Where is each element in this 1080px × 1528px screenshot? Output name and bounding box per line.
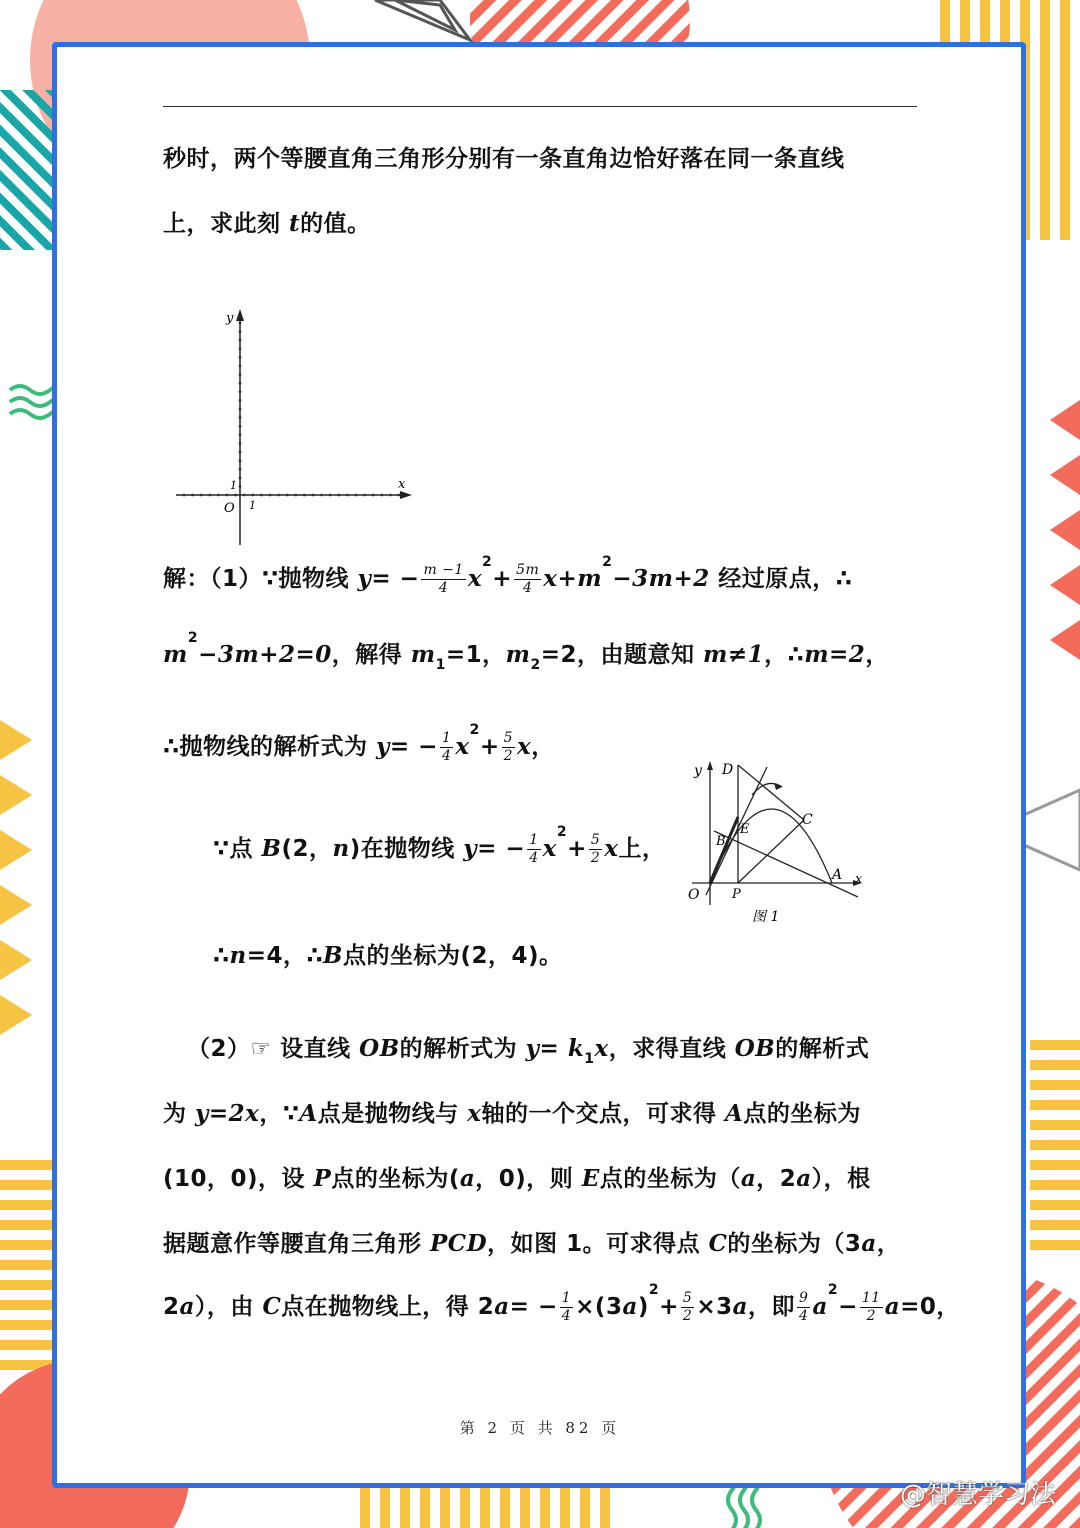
axis-tick: [239, 442, 242, 445]
a: a: [732, 1293, 749, 1320]
fraction-9-over-4: [797, 1290, 810, 1325]
t: −: [838, 1294, 858, 1320]
t: （2）: [187, 1036, 251, 1062]
k: k: [567, 1035, 585, 1062]
n: n: [332, 835, 350, 862]
eq: −3m+2=0: [198, 641, 332, 668]
figure-1-diagram: [682, 755, 872, 930]
t: ），由: [194, 1294, 263, 1320]
t: 的解析式为: [399, 1036, 526, 1062]
fraction-m-minus-1-over-4: [421, 562, 465, 597]
outline-triangle-top: [375, 0, 470, 40]
axis-tick: [239, 416, 242, 419]
axis-tick: [200, 494, 203, 497]
t: 点在抛物线上，得 2: [281, 1294, 495, 1320]
t: ×3: [696, 1294, 733, 1320]
eq: = −: [477, 836, 526, 862]
text-line-1: [163, 140, 845, 173]
a: a: [740, 1165, 757, 1192]
t: 据题意作等腰直角三角形: [163, 1231, 431, 1257]
t: =1，: [445, 642, 506, 668]
frac-den: 4: [438, 580, 449, 596]
solution-line-2: [163, 630, 889, 673]
axis-tick: [239, 476, 242, 479]
eq: = −: [389, 734, 438, 760]
sub: 1: [584, 1051, 595, 1067]
axis-tick: [239, 485, 242, 488]
t: ×(3: [575, 1294, 623, 1320]
axis-tick: [277, 494, 280, 497]
t: ∴: [213, 943, 230, 969]
page-footer: 第 2 页 共 82 页: [459, 1419, 621, 1437]
axis-tick: [191, 494, 194, 497]
axis-tick: [372, 494, 375, 497]
axis-tick: [217, 494, 220, 497]
frac-num: 5: [682, 1290, 693, 1306]
axis-label-y: y: [226, 311, 234, 326]
t: 点的坐标为(2，4)。: [342, 943, 563, 969]
t: ): [637, 1294, 649, 1320]
frac-num: 1: [561, 1290, 572, 1306]
frac-num: 5: [503, 730, 514, 746]
frac-num: 1: [529, 832, 539, 848]
t: =0，: [900, 1294, 960, 1320]
t: ），根: [811, 1166, 871, 1192]
frac-den: 2: [682, 1308, 693, 1324]
frac-den: 4: [799, 1308, 809, 1324]
axis-tick: [239, 365, 242, 368]
axis-tick: [329, 494, 332, 497]
fig1-label-E: E: [740, 822, 750, 837]
t: ，求得直线: [608, 1036, 735, 1062]
unit-label-y: 1: [230, 479, 237, 492]
m2: m: [505, 641, 531, 668]
axis-tick: [239, 347, 242, 350]
line1-text: 秒时，两个等腰直角三角形分别有一条直角边恰好落在同一条直线: [163, 146, 845, 172]
t: 的坐标为（3: [727, 1231, 862, 1257]
axis-tick: [380, 494, 383, 497]
fraction-5-over-2: [681, 1290, 694, 1325]
t: ，即: [748, 1294, 796, 1320]
fraction-5-over-2: [502, 730, 515, 765]
t: 为: [163, 1101, 196, 1127]
frac-den: 4: [561, 1308, 572, 1324]
t: ，∵: [259, 1101, 300, 1127]
axis-tick: [239, 494, 242, 497]
OB: OB: [359, 1035, 400, 1062]
a: a: [494, 1293, 510, 1320]
E: E: [581, 1165, 600, 1192]
frac-num: 9: [799, 1290, 809, 1306]
t: ，0)，则: [475, 1166, 582, 1192]
t: = −: [509, 1294, 558, 1320]
x: x: [604, 835, 619, 862]
sol1-plus: +: [492, 566, 513, 592]
sol1-eq: = −: [371, 566, 420, 592]
coral-triangles-right: [1050, 400, 1080, 660]
t: (2，: [281, 836, 333, 862]
a: a: [796, 1165, 812, 1192]
fraction-5m-over-4: [514, 562, 541, 597]
x: x: [455, 733, 470, 760]
axis-tick: [239, 468, 242, 471]
part2-line-3: [163, 1160, 871, 1193]
frac-num: 11: [861, 1290, 881, 1306]
sol1-end: 经过原点，∴: [709, 566, 853, 592]
axis-tick: [303, 494, 306, 497]
axis-tick: [183, 494, 186, 497]
a: a: [812, 1293, 828, 1320]
fraction-1-over-4: [560, 1290, 573, 1325]
m1: m: [410, 641, 436, 668]
line2-text: 上，求此刻: [163, 211, 290, 237]
line2-end: 的值。: [300, 211, 371, 237]
axis-tick: [239, 356, 242, 359]
axis-tick: [239, 390, 242, 393]
axis-tick: [398, 494, 401, 497]
solution-line-4: [213, 824, 666, 867]
unit-label-x: 1: [249, 499, 256, 512]
t: +: [659, 1294, 679, 1320]
axis-tick: [363, 494, 366, 497]
a: a: [884, 1293, 901, 1320]
axis-tick: [234, 494, 237, 497]
frac-num: m −1: [423, 562, 464, 578]
C: C: [262, 1293, 282, 1320]
axis-tick: [239, 322, 242, 325]
axis-tick: [239, 382, 242, 385]
t: (10，0)，设: [163, 1166, 314, 1192]
yellow-stripes-left: [0, 1150, 60, 1370]
t: 轴的一个交点，可求得: [481, 1101, 725, 1127]
a: a: [861, 1230, 877, 1257]
fig1-label-A: A: [832, 867, 843, 883]
axis-tick: [239, 339, 242, 342]
pointing-hand-icon: ☞: [250, 1036, 272, 1062]
sup: 2: [482, 554, 493, 570]
A: A: [725, 1100, 744, 1127]
sub: 2: [530, 657, 541, 673]
sup: 2: [827, 1282, 839, 1298]
t: ，: [531, 734, 555, 760]
axis-tick: [239, 425, 242, 428]
n: n: [229, 942, 247, 969]
PCD: PCD: [430, 1230, 488, 1257]
fig1-label-O: O: [688, 887, 700, 903]
yellow-stripes-bottom: [360, 1488, 620, 1528]
B: B: [323, 942, 343, 969]
axis-tick: [239, 399, 242, 402]
a: a: [179, 1293, 195, 1320]
part2-line-1: [187, 1030, 870, 1067]
axis-tick: [239, 330, 242, 333]
fig1-label-D: D: [722, 762, 734, 778]
fraction-11-over-2: [860, 1290, 883, 1325]
fraction-1-over-4: [440, 730, 453, 765]
origin-label: O: [224, 501, 235, 516]
axis-tick: [260, 494, 263, 497]
yellow-stripes-right: [1030, 1040, 1080, 1260]
frac-num: 5m: [516, 562, 540, 578]
watermark: @智慧学习法: [899, 1480, 1056, 1510]
P: P: [313, 1165, 332, 1192]
frac-den: 4: [522, 580, 533, 596]
axis-tick: [208, 494, 211, 497]
m-neq-1: m≠1: [703, 641, 765, 668]
t: 的解析式: [775, 1036, 870, 1062]
solution-line-3: [163, 722, 555, 765]
y: y: [463, 835, 478, 862]
frac-den: 2: [866, 1308, 876, 1324]
frac-num: 1: [441, 730, 452, 746]
t: =2，由题意知: [540, 642, 704, 668]
axis-tick: [239, 373, 242, 376]
sol1-x: x: [467, 565, 483, 592]
t: ，解得: [331, 642, 411, 668]
axis-tick: [239, 408, 242, 411]
t: ，2: [756, 1166, 797, 1192]
A: A: [299, 1100, 318, 1127]
t: =4，∴: [246, 943, 324, 969]
axis-tick: [239, 451, 242, 454]
fraction-5-over-2: [589, 832, 602, 867]
axis-tick: [243, 494, 246, 497]
y: y: [525, 1035, 540, 1062]
solution-line-5: [213, 937, 563, 970]
frac-num: 5: [590, 832, 601, 848]
solution-line-1: [163, 554, 853, 597]
fig1-label-C: C: [802, 812, 813, 828]
page-frame: [52, 42, 1026, 1488]
t: )在抛物线: [349, 836, 464, 862]
axis-label-x: x: [398, 477, 406, 492]
sup: 2: [469, 722, 480, 738]
fig1-label-B: B: [716, 834, 726, 849]
t: 设直线: [271, 1036, 360, 1062]
x: x: [517, 733, 532, 760]
axis-tick: [337, 494, 340, 497]
axis-tick: [251, 494, 254, 497]
y: y: [376, 733, 390, 760]
var-t: t: [289, 210, 301, 237]
fig1-caption: 图 1: [752, 909, 780, 925]
t: 点的坐标为: [743, 1101, 861, 1127]
t: 上，: [618, 836, 666, 862]
yellow-triangles-left: [0, 720, 32, 1035]
sub: 1: [435, 657, 446, 673]
sup: 2: [556, 824, 568, 840]
t: 点是抛物线与: [317, 1101, 468, 1127]
t: 点的坐标为(: [331, 1166, 460, 1192]
B: B: [261, 835, 282, 862]
part2-line-2: [163, 1095, 861, 1128]
coordinate-axes-figure: [170, 305, 420, 550]
a: a: [459, 1165, 476, 1192]
t: ∴抛物线的解析式为: [163, 734, 377, 760]
plus: +: [479, 734, 500, 760]
sup: 2: [602, 554, 613, 570]
frac-den: 4: [441, 748, 452, 764]
fig1-label-y: y: [694, 763, 702, 779]
t: =: [539, 1036, 568, 1062]
t: ，∴: [764, 642, 805, 668]
text-line-2: [163, 205, 371, 238]
frac-den: 4: [529, 850, 539, 866]
axis-tick: [294, 494, 297, 497]
axis-tick: [269, 494, 272, 497]
t: ，如图 1。可求得点: [487, 1231, 709, 1257]
t: ，: [876, 1231, 901, 1257]
sup: 2: [648, 1282, 660, 1298]
frac-den: 2: [590, 850, 601, 866]
x: x: [542, 835, 557, 862]
C: C: [708, 1230, 728, 1257]
axis-tick: [239, 459, 242, 462]
axis-tick: [312, 494, 315, 497]
fig1-label-P: P: [732, 887, 741, 902]
axis-tick: [226, 494, 229, 497]
t: 2: [163, 1294, 180, 1320]
x: x: [594, 1035, 609, 1062]
frac-den: 2: [503, 748, 514, 764]
t: ，: [865, 642, 889, 668]
axis-tick: [320, 494, 323, 497]
axis-tick: [286, 494, 289, 497]
axis-tick: [346, 494, 349, 497]
fig1-label-x: x: [855, 872, 863, 887]
plus: +: [567, 836, 587, 862]
m-eq-2: m=2: [804, 641, 866, 668]
a: a: [622, 1293, 638, 1320]
m: m: [163, 641, 188, 668]
axis-tick: [355, 494, 358, 497]
OB: OB: [734, 1035, 776, 1062]
fraction-1-over-4: [527, 832, 540, 867]
sol1-prefix: 解：（1）∵抛物线: [163, 566, 358, 592]
axis-tick: [389, 494, 392, 497]
x: x: [467, 1100, 482, 1127]
sup: 2: [187, 630, 199, 646]
part2-line-5: [163, 1282, 960, 1325]
t: 点的坐标为（: [599, 1166, 741, 1192]
header-rule: [163, 106, 917, 107]
eq: y=2x: [195, 1100, 260, 1127]
t: ∵点: [213, 836, 262, 862]
sol1-tail: x+m: [543, 565, 603, 592]
sol1-y: y: [357, 565, 372, 592]
part2-line-4: [163, 1225, 900, 1258]
sol1-tail2: −3m+2: [612, 565, 710, 592]
axis-tick: [239, 433, 242, 436]
